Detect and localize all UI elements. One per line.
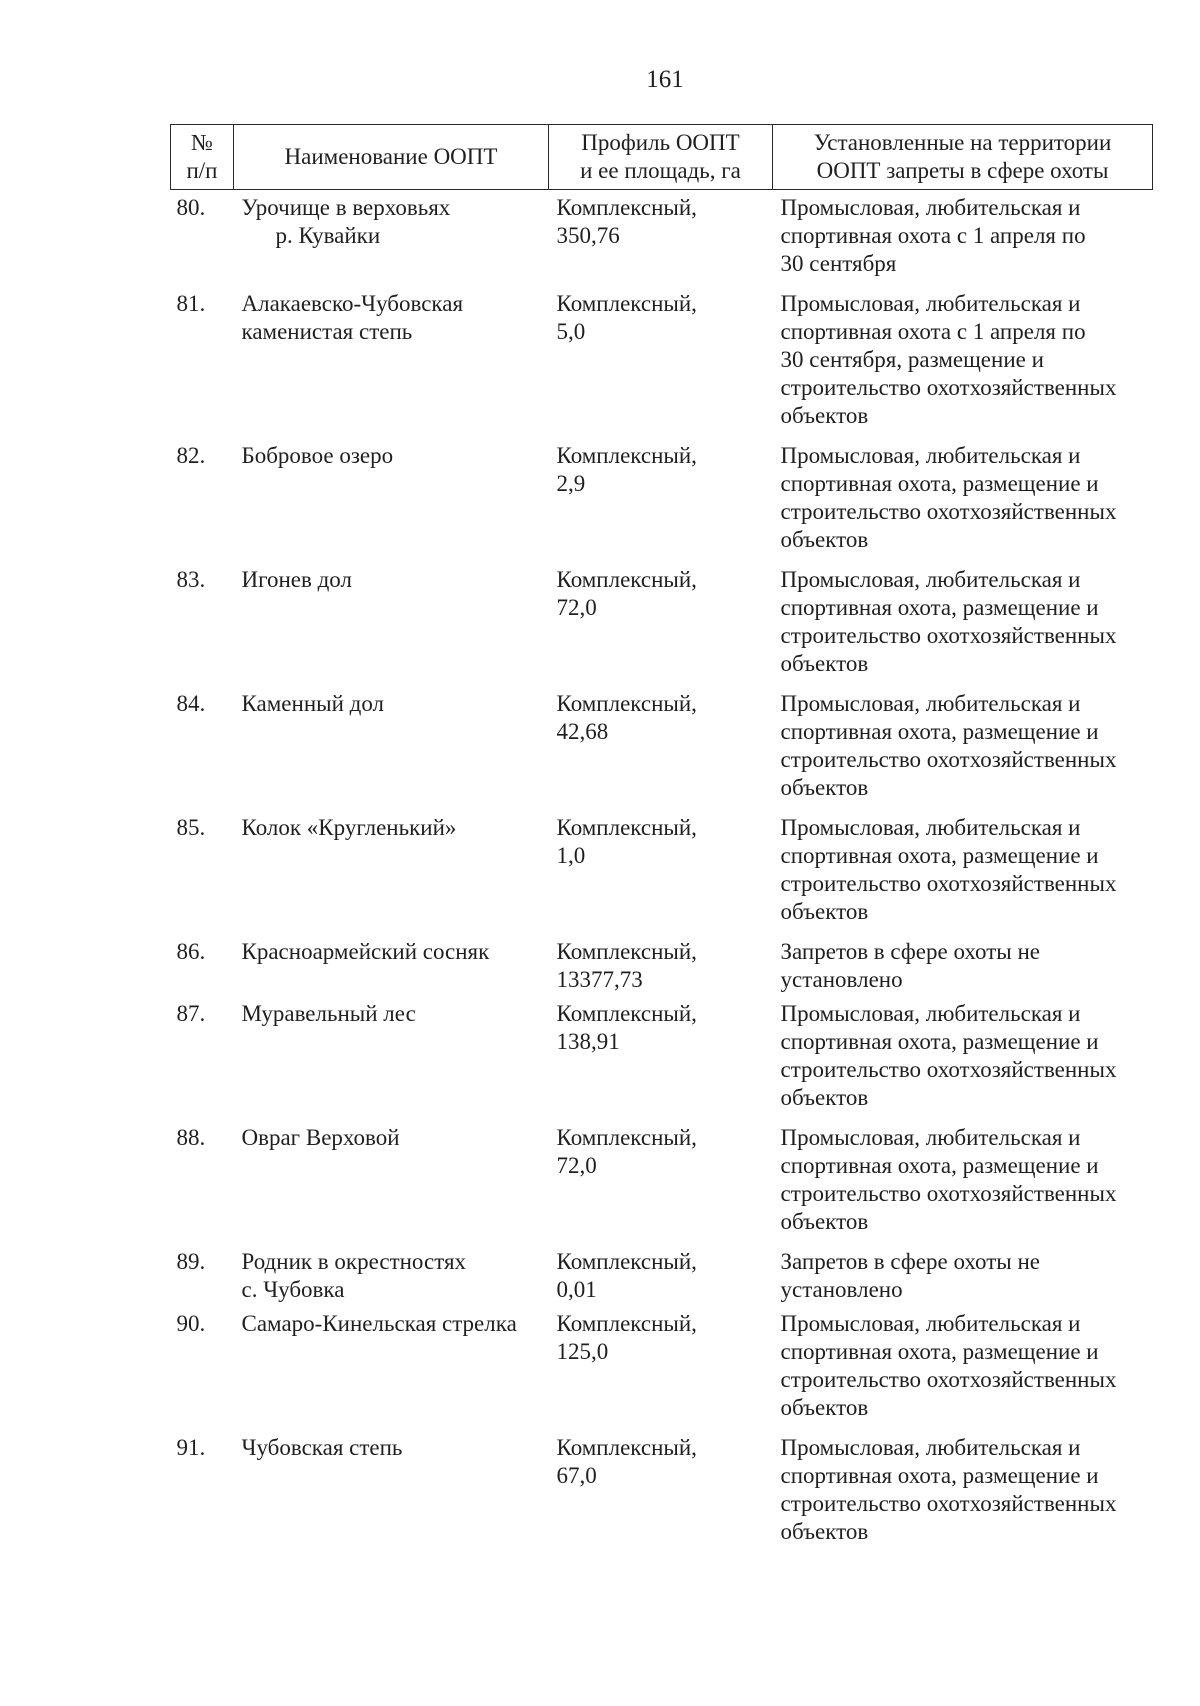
hunting-restrictions-line: спортивная охота, размещение и [780,1339,1099,1364]
area-profile-line: 0,01 [556,1277,597,1302]
hunting-restrictions-line: установлено [780,967,903,992]
hunting-restrictions-line: объектов [780,1519,869,1544]
area-profile-line: Комплексный, [556,1001,697,1026]
hunting-restrictions-line: строительство охотхозяйственных [780,871,1117,896]
header-name: Наименование ООПТ [234,125,549,190]
hunting-restrictions-line: объектов [780,527,869,552]
hunting-restrictions [773,1000,1153,1112]
table-row [171,938,1153,994]
area-profile [549,290,773,430]
table-row [171,442,1153,554]
hunting-restrictions-line: объектов [780,651,869,676]
area-name-line: Игонев дол [241,567,352,592]
area-profile-line: Комплексный, [556,939,697,964]
row-spacer-cell [171,678,1153,690]
area-profile-line: 125,0 [556,1339,609,1364]
hunting-restrictions-line: спортивная охота, размещение и [780,1463,1099,1488]
area-profile-line: 2,9 [556,471,586,496]
area-profile [549,1310,773,1422]
row-number: 82. [176,443,206,468]
hunting-restrictions-line: строительство охотхозяйственных [780,1181,1117,1206]
table-row [171,1434,1153,1546]
area-name-line: Родник в окрестностях [241,1249,467,1274]
area-profile [549,1434,773,1546]
table-row [171,190,1153,279]
area-name-line: Самаро-Кинельская стрелка [241,1311,517,1336]
row-spacer [171,1112,1153,1124]
protected-areas-table [170,124,1153,1546]
area-name [234,1434,549,1546]
area-name-line: Овраг Верховой [241,1125,400,1150]
area-name [234,190,549,279]
row-spacer-cell [171,802,1153,814]
row-number: 80. [176,195,206,220]
hunting-restrictions-line: объектов [780,1395,869,1420]
row-number: 90. [176,1311,206,1336]
hunting-restrictions-line: объектов [780,403,869,428]
area-profile-line: 350,76 [556,223,620,248]
area-profile [549,1000,773,1112]
area-profile-line: 13377,73 [556,967,643,992]
row-spacer [171,554,1153,566]
hunting-restrictions-line: спортивная охота, размещение и [780,719,1099,744]
area-name-line: Красноармейский сосняк [241,939,490,964]
table-body [171,190,1153,1547]
area-profile-line: Комплексный, [556,1125,697,1150]
area-name [234,1000,549,1112]
hunting-restrictions-line: спортивная охота, размещение и [780,471,1099,496]
row-number: 87. [176,1001,206,1026]
area-name-line: Муравельный лес [241,1001,416,1026]
hunting-restrictions [773,1310,1153,1422]
area-name-line: Бобровое озеро [241,443,394,468]
row-spacer [171,926,1153,938]
row-spacer-cell [171,1112,1153,1124]
area-name-line: Каменный дол [241,691,385,716]
area-profile-line: 1,0 [556,843,586,868]
hunting-restrictions [773,1248,1153,1304]
area-profile-line: Комплексный, [556,195,697,220]
area-name-line: Чубовская степь [241,1435,403,1460]
hunting-restrictions [773,938,1153,994]
area-name [234,814,549,926]
hunting-restrictions-line: Промысловая, любительская и [780,567,1081,592]
area-profile [549,1248,773,1304]
row-number: 91. [176,1435,206,1460]
area-profile-line: 42,68 [556,719,609,744]
hunting-restrictions [773,190,1153,279]
row-spacer-cell [171,278,1153,290]
table-row [171,814,1153,926]
hunting-restrictions-line: объектов [780,899,869,924]
table-row [171,566,1153,678]
table-row [171,1124,1153,1236]
hunting-restrictions-line: 30 сентября [780,251,897,276]
hunting-restrictions-line: Промысловая, любительская и [780,1001,1081,1026]
area-name [234,938,549,994]
area-profile-line: 72,0 [556,1153,597,1178]
area-profile-line: 72,0 [556,595,597,620]
area-name [234,1248,549,1304]
row-number: 89. [176,1249,206,1274]
row-number: 85. [176,815,206,840]
hunting-restrictions [773,1434,1153,1546]
hunting-restrictions-line: объектов [780,1085,869,1110]
header-bans: Установленные на территории ООПТ запреты в сфере охоты [773,125,1153,190]
area-profile-line: Комплексный, [556,567,697,592]
row-spacer [171,1236,1153,1248]
area-name-line: каменистая степь [241,319,413,344]
hunting-restrictions-line: спортивная охота, размещение и [780,1153,1099,1178]
hunting-restrictions-line: строительство охотхозяйственных [780,375,1117,400]
hunting-restrictions [773,1124,1153,1236]
hunting-restrictions [773,814,1153,926]
row-spacer [171,1422,1153,1434]
hunting-restrictions-line: строительство охотхозяйственных [780,1491,1117,1516]
area-profile-line: Комплексный, [556,1249,697,1274]
area-name-line: с. Чубовка [241,1277,345,1302]
hunting-restrictions-line: спортивная охота с 1 апреля по [780,319,1086,344]
row-spacer-cell [171,926,1153,938]
hunting-restrictions-line: строительство охотхозяйственных [780,1057,1117,1082]
area-name [234,442,549,554]
hunting-restrictions-line: Промысловая, любительская и [780,291,1081,316]
hunting-restrictions-line: Промысловая, любительская и [780,443,1081,468]
hunting-restrictions-line: Промысловая, любительская и [780,815,1081,840]
header-profile: Профиль ООПТ и ее площадь, га [549,125,773,190]
hunting-restrictions-line: Промысловая, любительская и [780,691,1081,716]
area-profile-line: Комплексный, [556,1435,697,1460]
row-spacer [171,678,1153,690]
hunting-restrictions-line: Промысловая, любительская и [780,1435,1081,1460]
area-name-line: Алакаевско-Чубовская [241,291,464,316]
hunting-restrictions-line: Промысловая, любительская и [780,195,1081,220]
row-spacer-cell [171,1236,1153,1248]
row-number: 84. [176,691,206,716]
table-row [171,1248,1153,1304]
row-spacer-cell [171,554,1153,566]
table-row [171,290,1153,430]
hunting-restrictions-line: объектов [780,1209,869,1234]
hunting-restrictions-line: строительство охотхозяйственных [780,499,1117,524]
area-profile-line: 67,0 [556,1463,597,1488]
area-profile-line: Комплексный, [556,691,697,716]
row-spacer [171,278,1153,290]
page-number: 161 [646,66,684,93]
row-number: 86. [176,939,206,964]
hunting-restrictions-line: строительство охотхозяйственных [780,623,1117,648]
table-row [171,690,1153,802]
hunting-restrictions [773,690,1153,802]
area-profile [549,566,773,678]
area-profile-line: 5,0 [556,319,586,344]
area-profile [549,442,773,554]
area-profile [549,190,773,279]
area-name [234,1310,549,1422]
area-name [234,1124,549,1236]
hunting-restrictions-line: Запретов в сфере охоты не [780,939,1040,964]
row-spacer-cell [171,430,1153,442]
hunting-restrictions [773,566,1153,678]
hunting-restrictions-line: 30 сентября, размещение и [780,347,1044,372]
row-number: 83. [176,567,206,592]
hunting-restrictions-line: Промысловая, любительская и [780,1125,1081,1150]
table-row [171,1310,1153,1422]
hunting-restrictions-line: спортивная охота, размещение и [780,1029,1099,1054]
hunting-restrictions-line: Промысловая, любительская и [780,1311,1081,1336]
hunting-restrictions-line: строительство охотхозяйственных [780,747,1117,772]
area-profile [549,938,773,994]
area-profile-line: Комплексный, [556,815,697,840]
hunting-restrictions [773,290,1153,430]
area-profile-line: Комплексный, [556,291,697,316]
area-name [234,566,549,678]
area-profile [549,1124,773,1236]
row-spacer [171,430,1153,442]
area-name-line: Урочище в верховьях [241,195,451,220]
area-profile [549,814,773,926]
row-spacer-cell [171,1422,1153,1434]
area-profile-line: 138,91 [556,1029,620,1054]
hunting-restrictions-line: установлено [780,1277,903,1302]
area-profile-line: Комплексный, [556,443,697,468]
hunting-restrictions [773,442,1153,554]
table-header [171,125,1153,190]
area-name-line: р. Кувайки [275,223,381,248]
area-profile [549,690,773,802]
row-number: 81. [176,291,206,316]
area-name [234,690,549,802]
area-name [234,290,549,430]
area-name-line: Колок «Кругленький» [241,815,457,840]
hunting-restrictions-line: спортивная охота с 1 апреля по [780,223,1086,248]
row-spacer [171,802,1153,814]
hunting-restrictions-line: объектов [780,775,869,800]
table-row [171,1000,1153,1112]
hunting-restrictions-line: Запретов в сфере охоты не [780,1249,1040,1274]
hunting-restrictions-line: спортивная охота, размещение и [780,843,1099,868]
row-number: 88. [176,1125,206,1150]
area-profile-line: Комплексный, [556,1311,697,1336]
hunting-restrictions-line: спортивная охота, размещение и [780,595,1099,620]
hunting-restrictions-line: строительство охотхозяйственных [780,1367,1117,1392]
header-num: № п/п [171,125,234,190]
